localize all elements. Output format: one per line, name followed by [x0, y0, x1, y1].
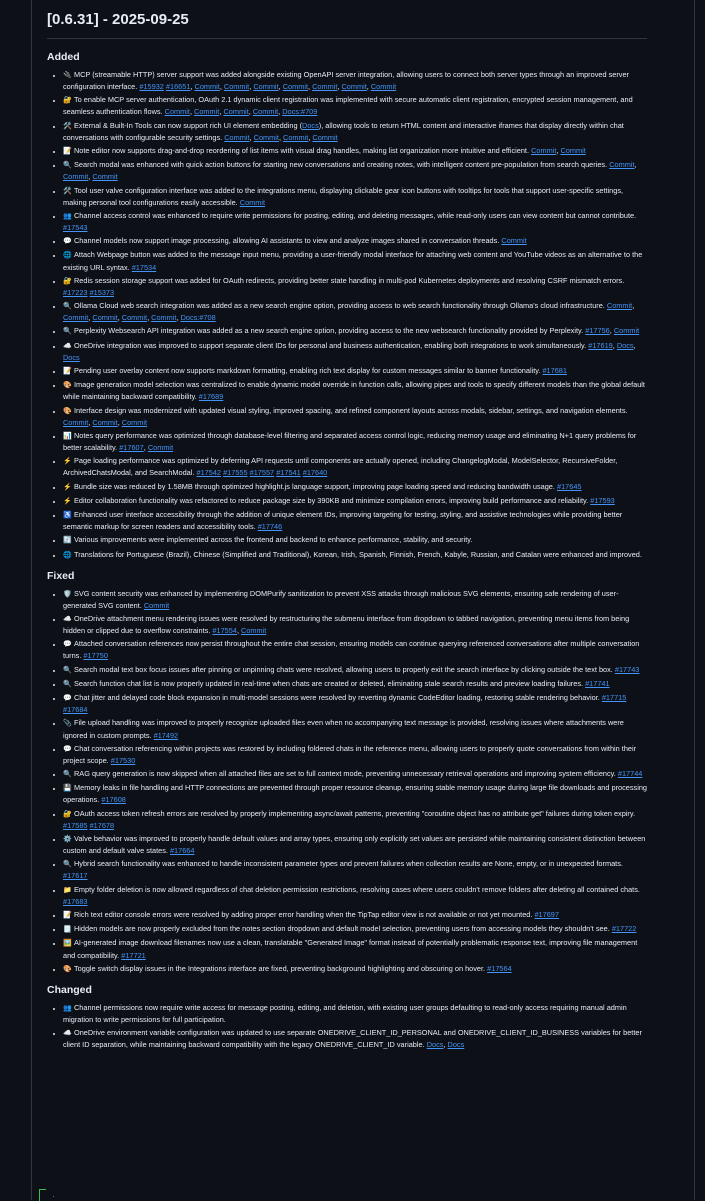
- changelog-item: • 📝 Rich text editor console errors were resolved by adding proper error handling when the TipTap editor view is not available or not yet mounted. #17697: [63, 909, 647, 921]
- lightning-icon: ⚡: [63, 483, 72, 491]
- shield-icon: 🛡️: [63, 590, 72, 598]
- commit-link[interactable]: Commit: [223, 107, 249, 117]
- pr-link[interactable]: #17534: [131, 262, 157, 272]
- changelog-item: • 🛠️ External & Built-In Tools can now support rich UI element embedding (Docs), allowing tools to return HTML content and interactive iframes that display directly within chat conversations with configurable security settings. Commit, Commit, Commit, Commit: [63, 120, 647, 143]
- lock-key-icon: 🔐: [63, 97, 72, 105]
- changelog-item: • 🔌 MCP (streamable HTTP) server support was added alongside existing OpenAPI server integration, allowing users to connect both server types through an improved server configuration interface. #15932 #16651, Commit, Commit, Commit, Commit, Commit, Commit, Commit: [63, 69, 647, 92]
- tools-icon: 🛠️: [63, 187, 72, 195]
- changelog-item: • 🛡️ SVG content security was enhanced by implementing DOMPurify sanitization to prevent XSS attacks through malicious SVG elements, ensuring safe rendering of user-generated SVG content. Commit: [63, 588, 647, 611]
- changelog-item: • 💬 Chat jitter and delayed code block expansion in multi-model sessions were resolved by reverting dynamic CodeEditor loading, restoring stable rendering behavior. #17715 #17684: [63, 692, 647, 715]
- section-heading-fixed: Fixed: [47, 569, 75, 582]
- pr-link[interactable]: #17645: [556, 481, 582, 491]
- commit-link[interactable]: Commit: [239, 197, 266, 207]
- pr-link[interactable]: #15932: [139, 82, 164, 92]
- palette-icon: 🎨: [63, 407, 72, 415]
- changelog-item: • 🎨 Toggle switch display issues in the Integrations interface are fixed, preventing background highlighting and obscuring on hover. #17564: [63, 963, 647, 975]
- changelog-item: • 🔍 RAG query generation is now skipped when all attached files are set to full context mode, preventing unnecessary retrieval operations and improving system efficiency. #17744: [63, 768, 647, 780]
- notebook-icon: 🗒️: [63, 926, 72, 934]
- commit-link[interactable]: Commit: [164, 107, 190, 117]
- section-heading-changed: Changed: [47, 983, 92, 996]
- changelog-item: • ☁️ OneDrive attachment menu rendering issues were resolved by restructuring the submenu interface from dropdown to tabbed navigation, preventing menu items from being hidden or clipped due to overflow constraints. #17554, Commit: [63, 613, 647, 636]
- speech-bubble-icon: 💬: [63, 238, 72, 246]
- palette-icon: 🎨: [63, 382, 72, 390]
- commit-link[interactable]: Commit: [252, 107, 279, 117]
- pr-link[interactable]: #17541: [276, 468, 301, 478]
- chart-icon: 📊: [63, 432, 72, 440]
- commit-link[interactable]: Commit: [253, 132, 279, 142]
- changelog-item: • 👥 Channel access control was enhanced to require write permissions for posting, editing, and deleting messages, while read-only users can view content but cannot contribute. #17543: [63, 210, 647, 233]
- pr-link[interactable]: #17619: [588, 340, 613, 350]
- lock-key-icon: 🔐: [63, 810, 72, 818]
- memo-icon: 📝: [63, 367, 72, 375]
- changelog-item: • 🗒️ Hidden models are now properly excluded from the notes section dropdown and default model selection, preventing users from accessing models they shouldn't see. #17722: [63, 923, 647, 935]
- floppy-icon: 💾: [63, 785, 72, 793]
- changelog-item: • 🛠️ Tool user valve configuration interface was added to the integrations menu, displaying clickable gear icon buttons with tooltips for tools that support user-specific settings, making personal tool configurations easily accessible. Commit: [63, 185, 647, 208]
- pr-link[interactable]: #17750: [83, 651, 108, 661]
- commit-link[interactable]: Commit: [312, 82, 338, 92]
- docs-link[interactable]: Docs:#708: [180, 313, 216, 323]
- pr-link[interactable]: #17684: [63, 705, 88, 715]
- commit-link[interactable]: Commit: [63, 172, 89, 182]
- changelog-item: • 📎 File upload handling was improved to properly recognize uploaded files even when no accompanying text message is provided, resolving issues where attachments were ignored in custom prompts. #17492: [63, 717, 647, 740]
- pr-link[interactable]: #17721: [121, 950, 146, 960]
- pr-link[interactable]: #15373: [89, 287, 115, 297]
- pr-link[interactable]: #17585: [63, 820, 88, 830]
- magnifier-icon: 🔍: [63, 771, 72, 779]
- commit-link[interactable]: Commit: [147, 442, 174, 452]
- changelog-item: • 👥 Channel permissions now require write access for message posting, editing, and deletion, with existing user groups defaulting to read-only access requiring manual admin migration to write permissions for full participation.: [63, 1002, 647, 1025]
- picture-icon: 🖼️: [63, 940, 72, 948]
- magnifier-icon: 🔍: [63, 861, 72, 869]
- cloud-icon: ☁️: [63, 615, 72, 623]
- lightning-icon: ⚡: [63, 458, 72, 466]
- cloud-icon: ☁️: [63, 342, 72, 350]
- commit-link[interactable]: Commit: [283, 132, 309, 142]
- pr-link[interactable]: #17543: [63, 222, 88, 232]
- docs-link[interactable]: Docs: [302, 120, 319, 130]
- docs-link[interactable]: Docs:#709: [282, 107, 318, 117]
- pr-link[interactable]: #17617: [63, 871, 88, 881]
- changelog-item: • 🔍 Search modal was enhanced with quick action buttons for starting new conversations and creating notes, with intelligent content pre-population from search queries. Commit, Commit, Commit: [63, 159, 647, 182]
- pr-link[interactable]: #17722: [611, 924, 637, 934]
- speech-bubble-icon: 💬: [63, 745, 72, 753]
- pr-link[interactable]: #17223: [63, 287, 88, 297]
- pr-link[interactable]: #17743: [614, 664, 640, 674]
- changelog-item: • 💾 Memory leaks in file handling and HTTP connections are prevented through proper resource cleanup, ensuring stable memory usage during large file downloads and processing operations. #17608: [63, 782, 647, 805]
- pr-link[interactable]: #17607: [119, 442, 144, 452]
- docs-link[interactable]: Docs: [447, 1040, 465, 1050]
- commit-link[interactable]: Commit: [312, 132, 338, 142]
- changelog-item: • 🔍 Perplexity Websearch API integration was added as a new search engine option, providing access to the new websearch functionality provided by Perplexity. #17756, Commit: [63, 325, 647, 337]
- changelog-item: • 🔍 Ollama Cloud web search integration was added as a new search engine option, providing access to web search functionality through Ollama's cloud infrastructure. Commit, Commit, Commit, Commit, Commit, Docs:#708: [63, 300, 647, 323]
- changelog-item: • 📝 Pending user overlay content now supports markdown formatting, enabling rich text display for custom messages similar to banner functionality. #17681: [63, 365, 647, 377]
- changelog-item: • 🌐 Attach Webpage button was added to the message input menu, providing a user-friendly modal interface for attaching web content and YouTube videos as an alternative to the existing URL syntax. #17534: [63, 249, 647, 272]
- commit-link[interactable]: Commit: [560, 145, 586, 155]
- changelog-item: • ♿ Enhanced user interface accessibility through the addition of unique element IDs, improving targeting for testing, styling, and assistive technologies while providing better semantic markup for screen readers and accessibility tools. #17746: [63, 509, 647, 532]
- pr-link[interactable]: #17664: [169, 846, 195, 856]
- section-list-added: [47, 69, 647, 561]
- changelog-item: • ☁️ OneDrive integration was improved to support separate client IDs for personal and business authentication, enabling both integrations to work simultaneously. #17619, Docs, Docs: [63, 340, 647, 363]
- changelog-item: • ⚙️ Valve behavior was improved to properly handle default values and array types, ensuring only explicitly set values are persisted while maintaining consistent distinction between custom and default valve states. #17664: [63, 833, 647, 856]
- pr-link[interactable]: #17744: [617, 769, 643, 779]
- globe-icon: 🌐: [63, 252, 72, 260]
- docs-link[interactable]: Docs: [616, 340, 634, 350]
- next-section-stub: [34, 1183, 64, 1200]
- magnifier-icon: 🔍: [63, 303, 72, 311]
- commit-link[interactable]: Commit: [224, 132, 250, 142]
- arrows-cycle-icon: 🔄: [63, 537, 72, 545]
- commit-link[interactable]: Commit: [151, 313, 177, 323]
- commit-link[interactable]: Commit: [606, 301, 633, 311]
- pr-link[interactable]: #17555: [223, 468, 248, 478]
- changelog-item: • 💬 Attached conversation references now persist throughout the entire chat session, ensuring models can continue querying referenced conversations after multiple conversation turns. #17750: [63, 638, 647, 661]
- tools-icon: 🛠️: [63, 122, 72, 130]
- docs-link[interactable]: Docs: [63, 352, 80, 362]
- changelog-item: • ☁️ OneDrive environment variable configuration was updated to use separate ONEDRIVE_CLIENT_ID_PERSONAL and ONEDRIVE_CLIENT_ID_BUSINESS variables for better client ID separation, while maintaining backward compatibility with the legacy ONEDRIVE_CLIENT_ID variable. Docs, Docs: [63, 1027, 647, 1050]
- memo-icon: 📝: [63, 147, 72, 155]
- pr-link[interactable]: #17715: [601, 693, 627, 703]
- paperclip-icon: 📎: [63, 720, 72, 728]
- changelog-item: • 💬 Channel models now support image processing, allowing AI assistants to view and analyze images shared in conversation threads. Commit: [63, 235, 647, 247]
- commit-link[interactable]: Commit: [241, 626, 267, 636]
- commit-link[interactable]: Commit: [370, 82, 397, 92]
- commit-link[interactable]: Commit: [194, 107, 220, 117]
- folder-icon: 📁: [63, 886, 72, 894]
- people-icon: 👥: [63, 1004, 72, 1012]
- diff-marker-icon: [39, 1189, 46, 1201]
- pr-link[interactable]: #17689: [198, 392, 224, 402]
- changelog-item: • 📊 Notes query performance was optimized through database-level filtering and separated access control logic, reducing memory usage and eliminating N+1 query problems for better scalability. #17607, Commit: [63, 430, 647, 453]
- pr-link[interactable]: #16651: [165, 82, 191, 92]
- commit-link[interactable]: Commit: [121, 313, 148, 323]
- commit-link[interactable]: Commit: [92, 172, 118, 182]
- lightning-icon: ⚡: [63, 497, 72, 505]
- changelog-item: • ⚡ Page loading performance was optimized by deferring API requests until components are actually opened, including ChangelogModal, ModelSelector, RecursiveFolder, ArchivedChatsModal, and SearchModal. #17542 #17555 #17557 #17541 #17640: [63, 455, 647, 478]
- commit-link[interactable]: Commit: [613, 326, 640, 336]
- changelog-item: • 🎨 Interface design was modernized with updated visual styling, improved spacing, and refined component layouts across modals, sidebar, settings, and navigation elements. Commit, Commit, Commit: [63, 405, 647, 428]
- commit-link[interactable]: Commit: [121, 417, 148, 427]
- changelog-item: • 🔍 Hybrid search functionality was enhanced to handle inconsistent parameter types and prevent failures when collection results are None, empty, or in unexpected formats. #17617: [63, 858, 647, 881]
- magnifier-icon: 🔍: [63, 680, 72, 688]
- commit-link[interactable]: Commit: [143, 600, 170, 610]
- changelog-item: • ⚡ Bundle size was reduced by 1.58MB through optimized highlight.js language support, improving page loading speed and reducing bandwidth usage. #17645: [63, 481, 647, 493]
- commit-link[interactable]: Commit: [63, 313, 89, 323]
- changelog-item: • 🔄 Various improvements were implemented across the frontend and backend to enhance performance, stability, and security.: [63, 534, 647, 546]
- commit-link[interactable]: Commit: [223, 82, 250, 92]
- lock-key-icon: 🔐: [63, 277, 72, 285]
- changelog-item: • 📁 Empty folder deletion is now allowed regardless of chat deletion permission restrictions, resolving cases where users couldn't remove folders after deleting all contained chats. #17683: [63, 884, 647, 907]
- gear-icon: ⚙️: [63, 835, 72, 843]
- docs-link[interactable]: Docs: [426, 1040, 444, 1050]
- commit-link[interactable]: Commit: [531, 145, 557, 155]
- changelog-sections: [47, 50, 647, 1050]
- commit-link[interactable]: Commit: [92, 417, 118, 427]
- commit-link[interactable]: Commit: [609, 160, 635, 170]
- speech-bubble-icon: 💬: [63, 695, 72, 703]
- magnifier-icon: 🔍: [63, 328, 72, 336]
- pr-link[interactable]: #17756: [585, 326, 610, 336]
- pr-link[interactable]: #17492: [153, 730, 179, 740]
- pr-link[interactable]: #17741: [585, 678, 610, 688]
- section-list-fixed: [47, 588, 647, 975]
- changelog-content: [47, 9, 647, 1053]
- memo-icon: 📝: [63, 911, 72, 919]
- pr-link[interactable]: #17593: [590, 495, 615, 505]
- pr-link[interactable]: #17640: [302, 468, 328, 478]
- release-title: [0.6.31] - 2025-09-25: [47, 9, 647, 39]
- commit-link[interactable]: Commit: [194, 82, 220, 92]
- pr-link[interactable]: #17746: [257, 522, 283, 532]
- changelog-item: • 🔍 Search modal text box focus issues after pinning or unpinning chats were resolved, allowing users to properly exit the search interface by clicking outside the text box. #17743: [63, 664, 647, 676]
- changelog-item: • 🖼️ AI-generated image download filenames now use a clean, translatable "Generated Image" format instead of potentially problematic response text, improving file management and compatibility. #17721: [63, 937, 647, 960]
- pr-link[interactable]: #17678: [89, 820, 115, 830]
- changelog-item: • 📝 Note editor now supports drag-and-drop reordering of list items with visual drag handles, making list organization more intuitive and efficient. Commit, Commit: [63, 145, 647, 157]
- changelog-item: • 🔐 To enable MCP server authentication, OAuth 2.1 dynamic client registration was implemented with secure automatic client registration, encrypted session management, and seamless authentication flows. Commit, Commit, Commit, Commit, Docs:#709: [63, 94, 647, 117]
- ellipsis-icon: ·: [52, 1192, 55, 1201]
- commit-link[interactable]: Commit: [282, 82, 308, 92]
- people-icon: 👥: [63, 212, 72, 220]
- pr-link[interactable]: #17530: [110, 755, 136, 765]
- changelog-item: • 🎨 Image generation model selection was centralized to enable dynamic model override in function calls, allowing pipes and tools to specify different models than the global default while maintaining backward compatibility. #17689: [63, 379, 647, 402]
- changelog-item: • ⚡ Editor collaboration functionality was refactored to reduce package size by 390KB and minimize compilation errors, improving build performance and reliability. #17593: [63, 495, 647, 507]
- commit-link[interactable]: Commit: [501, 236, 527, 246]
- section-heading-added: Added: [47, 51, 80, 63]
- palette-icon: 🎨: [63, 965, 72, 973]
- commit-link[interactable]: Commit: [253, 82, 279, 92]
- changelog-item: • 🌐 Translations for Portuguese (Brazil), Chinese (Simplified and Traditional), Korean, Irish, Spanish, Finnish, French, Kabyle, Russian, and Catalan were enhanced and improved.: [63, 549, 647, 561]
- section-list-changed: [47, 1002, 647, 1051]
- changelog-item: • 🔐 OAuth access token refresh errors are resolved by properly implementing async/await patterns, preventing "coroutine object has no attribute get" failures during token expiry. #17585 #17678: [63, 808, 647, 831]
- pr-link[interactable]: #17681: [542, 365, 567, 375]
- pr-link[interactable]: #17608: [101, 795, 126, 805]
- commit-link[interactable]: Commit: [92, 313, 118, 323]
- pr-link[interactable]: #17557: [249, 468, 275, 478]
- commit-link[interactable]: Commit: [63, 417, 89, 427]
- pr-link[interactable]: #17542: [196, 468, 222, 478]
- speech-bubble-icon: 💬: [63, 641, 72, 649]
- changelog-item: • 💬 Chat conversation referencing within projects was restored by including foldered chats in the reference menu, allowing users to properly quote conversations from within their project scope. #17530: [63, 743, 647, 766]
- pr-link[interactable]: #17697: [534, 909, 559, 919]
- globe-icon: 🌐: [63, 551, 72, 559]
- pr-link[interactable]: #17554: [212, 626, 237, 636]
- pr-link[interactable]: #17564: [487, 963, 512, 973]
- commit-link[interactable]: Commit: [341, 82, 367, 92]
- magnifier-icon: 🔍: [63, 162, 72, 170]
- magnifier-icon: 🔍: [63, 666, 72, 674]
- changelog-item: • 🔐 Redis session storage support was added for OAuth redirects, providing better state handling in multi-pod Kubernetes deployments and resolving CSRF mismatch errors. #17223 #15373: [63, 275, 647, 298]
- plug-icon: 🔌: [63, 72, 72, 79]
- changelog-item: • 🔍 Search function chat list is now properly updated in real-time when chats are created or deleted, eliminating stale search results and preview loading failures. #17741: [63, 678, 647, 690]
- pr-link[interactable]: #17683: [63, 896, 88, 906]
- accessibility-icon: ♿: [63, 512, 72, 519]
- cloud-icon: ☁️: [63, 1030, 72, 1038]
